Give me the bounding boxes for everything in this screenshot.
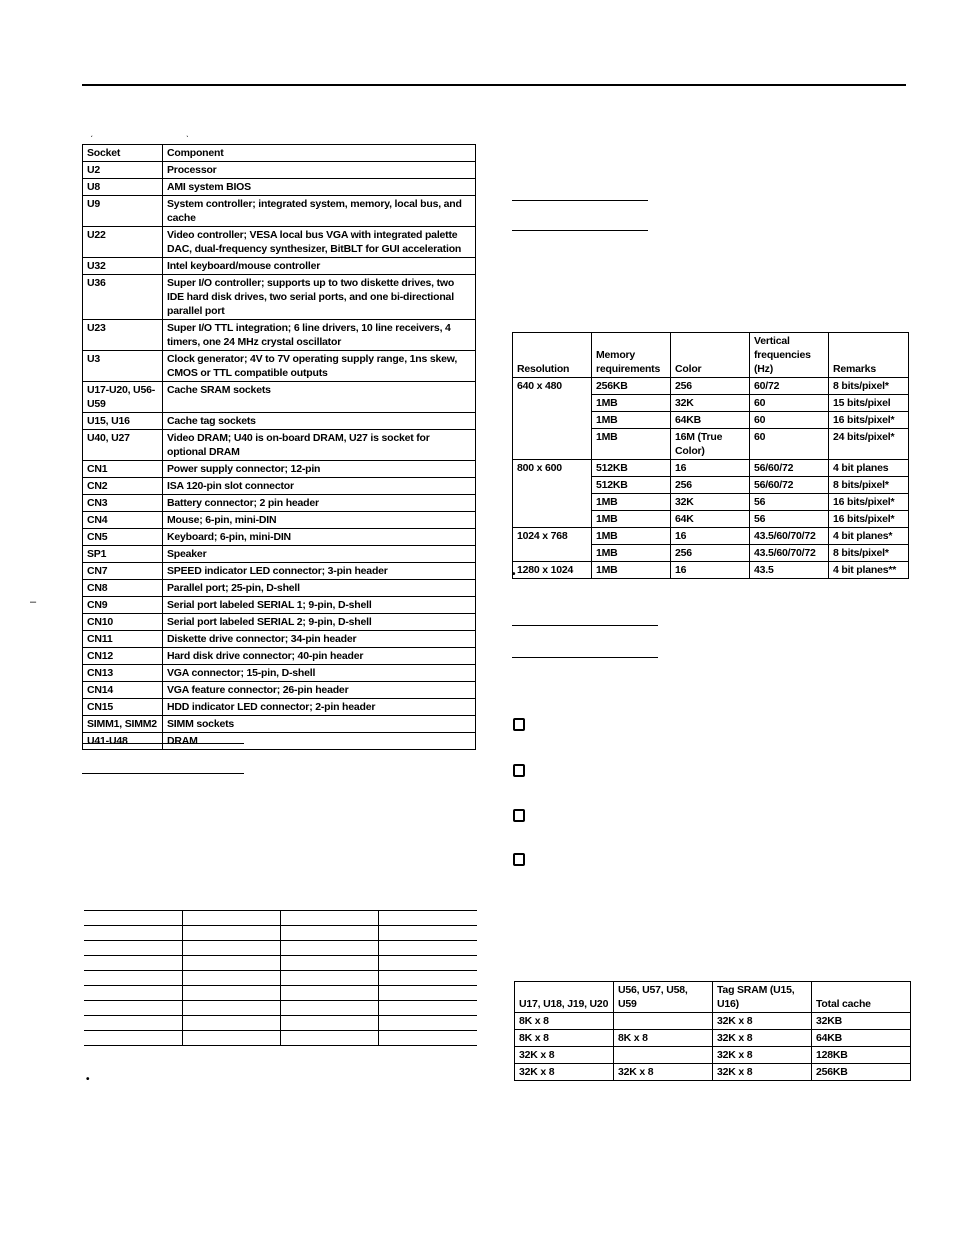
heading-rule [512, 230, 648, 231]
socket-cell: CN10 [83, 614, 163, 631]
remarks-cell: 16 bits/pixel* [829, 511, 909, 528]
cache-cell: 32KB [812, 1013, 911, 1030]
remarks-cell: 4 bit planes [829, 460, 909, 477]
table-row [84, 911, 477, 926]
component-cell: Speaker [163, 546, 476, 563]
remarks-cell: 24 bits/pixel* [829, 429, 909, 460]
table-row [83, 614, 476, 631]
frequency-cell: 60 [750, 412, 829, 429]
component-cell: Video DRAM; U40 is on-board DRAM, U27 is socket for optional DRAM [163, 430, 476, 461]
blank-cell [281, 926, 379, 941]
cache-cell: 8K x 8 [515, 1013, 614, 1030]
color-cell: 256 [671, 477, 750, 494]
table-row [83, 382, 476, 413]
cache-cell [614, 1013, 713, 1030]
heading-rule [82, 773, 244, 774]
memory-cell: 1MB [592, 494, 671, 511]
blank-cell [182, 1001, 280, 1016]
component-cell: Super I/O TTL integration; 6 line drivers, 10 line receivers, 4 timers, one 24 MHz crystal oscillator [163, 320, 476, 351]
component-cell: Keyboard; 6-pin, mini-DIN [163, 529, 476, 546]
component-cell: Power supply connector; 12-pin [163, 461, 476, 478]
frequency-cell: 43.5/60/70/72 [750, 528, 829, 545]
checkbox-icon [513, 718, 525, 731]
blank-cell [379, 986, 477, 1001]
blank-cell [182, 911, 280, 926]
cache-cell: 32K x 8 [614, 1064, 713, 1081]
header-total-cache: Total cache [812, 982, 911, 1013]
header-component: Component [163, 145, 476, 162]
color-cell: 16M (True Color) [671, 429, 750, 460]
color-cell: 32K [671, 494, 750, 511]
component-cell: System controller; integrated system, memory, local bus, and cache [163, 196, 476, 227]
header-tag-sram: Tag SRAM (U15, U16) [713, 982, 812, 1013]
table-row [84, 1016, 477, 1031]
cache-cell: 256KB [812, 1064, 911, 1081]
table-header-row [83, 145, 476, 162]
memory-cell: 1MB [592, 528, 671, 545]
heading-rule [82, 743, 244, 744]
blank-cell [281, 1001, 379, 1016]
table-row [83, 258, 476, 275]
resolution-cell: 1280 x 1024 [513, 562, 592, 579]
header-frequencies: Vertical frequencies (Hz) [750, 333, 829, 378]
socket-cell: CN11 [83, 631, 163, 648]
table-row [83, 529, 476, 546]
blank-cell [84, 1001, 182, 1016]
memory-cell: 1MB [592, 395, 671, 412]
table-row [84, 926, 477, 941]
remarks-cell: 8 bits/pixel* [829, 378, 909, 395]
table-row [83, 413, 476, 430]
component-cell: ISA 120-pin slot connector [163, 478, 476, 495]
component-cell: Super I/O controller; supports up to two diskette drives, two IDE hard disk drives, two serial ports, and one bi-directional parallel port [163, 275, 476, 320]
table-row [84, 986, 477, 1001]
footnote-mark: • [512, 569, 516, 580]
socket-cell: U9 [83, 196, 163, 227]
cache-cell: 32K x 8 [713, 1013, 812, 1030]
component-cell: Serial port labeled SERIAL 2; 9-pin, D-shell [163, 614, 476, 631]
remarks-cell: 4 bit planes** [829, 562, 909, 579]
socket-cell: CN14 [83, 682, 163, 699]
table-row [515, 1030, 911, 1047]
table-row [83, 179, 476, 196]
component-cell: Intel keyboard/mouse controller [163, 258, 476, 275]
frequency-cell: 60/72 [750, 378, 829, 395]
table-row [84, 941, 477, 956]
table-header-row [513, 333, 909, 378]
component-cell: Parallel port; 25-pin, D-shell [163, 580, 476, 597]
table-row [83, 733, 476, 750]
frequency-cell: 56/60/72 [750, 477, 829, 494]
cache-cell: 32K x 8 [515, 1064, 614, 1081]
blank-cell [84, 1016, 182, 1031]
component-cell: SIMM sockets [163, 716, 476, 733]
socket-cell: CN1 [83, 461, 163, 478]
socket-cell: CN2 [83, 478, 163, 495]
component-cell: Hard disk drive connector; 40-pin header [163, 648, 476, 665]
blank-cell [84, 911, 182, 926]
table-row [513, 460, 909, 477]
frequency-cell: 56/60/72 [750, 460, 829, 477]
cache-cell: 8K x 8 [515, 1030, 614, 1047]
memory-cell: 1MB [592, 562, 671, 579]
blank-cell [84, 956, 182, 971]
frequency-cell: 60 [750, 429, 829, 460]
table-row [83, 648, 476, 665]
table-row [83, 430, 476, 461]
table-row [84, 971, 477, 986]
frequency-cell: 56 [750, 511, 829, 528]
table-row [84, 956, 477, 971]
component-cell: Diskette drive connector; 34-pin header [163, 631, 476, 648]
blank-cell [281, 971, 379, 986]
cache-cell: 64KB [812, 1030, 911, 1047]
blank-cell [182, 956, 280, 971]
table-row [84, 1001, 477, 1016]
socket-cell: CN9 [83, 597, 163, 614]
frequency-cell: 60 [750, 395, 829, 412]
table-row [515, 1064, 911, 1081]
component-cell: Serial port labeled SERIAL 1; 9-pin, D-shell [163, 597, 476, 614]
table-row [83, 580, 476, 597]
heading-rule [512, 200, 648, 201]
table-row [83, 162, 476, 179]
socket-cell: U17-U20, U56-U59 [83, 382, 163, 413]
memory-cell: 1MB [592, 412, 671, 429]
socket-cell: CN4 [83, 512, 163, 529]
header-color: Color [671, 333, 750, 378]
socket-cell: CN8 [83, 580, 163, 597]
socket-table [82, 144, 476, 750]
resolution-cell: 1024 x 768 [513, 528, 592, 562]
header-remarks: Remarks [829, 333, 909, 378]
frequency-cell: 56 [750, 494, 829, 511]
heading-rule [512, 657, 658, 658]
table-row [515, 1047, 911, 1064]
remarks-cell: 4 bit planes* [829, 528, 909, 545]
color-cell: 256 [671, 378, 750, 395]
socket-cell: U8 [83, 179, 163, 196]
resolution-cell: 800 x 600 [513, 460, 592, 528]
blank-table [84, 910, 477, 1046]
socket-cell: CN3 [83, 495, 163, 512]
header-memory: Memory requirements [592, 333, 671, 378]
table-row [83, 563, 476, 580]
blank-cell [379, 1016, 477, 1031]
table-row [83, 461, 476, 478]
blank-cell [281, 956, 379, 971]
page-header-rule [82, 84, 906, 86]
blank-cell [84, 986, 182, 1001]
table-row [83, 597, 476, 614]
socket-cell: SIMM1, SIMM2 [83, 716, 163, 733]
table-row [83, 275, 476, 320]
frequency-cell: 43.5 [750, 562, 829, 579]
checkbox-icon [513, 764, 525, 777]
color-cell: 32K [671, 395, 750, 412]
blank-cell [84, 941, 182, 956]
table-row [84, 1031, 477, 1046]
blank-cell [84, 926, 182, 941]
cache-table [514, 981, 911, 1081]
socket-cell: U15, U16 [83, 413, 163, 430]
socket-cell: U32 [83, 258, 163, 275]
socket-cell: CN13 [83, 665, 163, 682]
table-header-row [515, 982, 911, 1013]
cache-cell: 32K x 8 [713, 1047, 812, 1064]
remarks-cell: 16 bits/pixel* [829, 494, 909, 511]
header-socket: Socket [83, 145, 163, 162]
socket-cell: CN12 [83, 648, 163, 665]
table-row [83, 546, 476, 563]
table-row [83, 196, 476, 227]
component-cell: DRAM [163, 733, 476, 750]
component-cell: Battery connector; 2 pin header [163, 495, 476, 512]
cache-cell: 32K x 8 [713, 1064, 812, 1081]
table-row [83, 665, 476, 682]
blank-cell [281, 986, 379, 1001]
blank-cell [182, 971, 280, 986]
blank-cell [379, 926, 477, 941]
memory-cell: 512KB [592, 460, 671, 477]
socket-cell: SP1 [83, 546, 163, 563]
socket-cell: CN15 [83, 699, 163, 716]
memory-cell: 1MB [592, 545, 671, 562]
component-cell: AMI system BIOS [163, 179, 476, 196]
socket-cell: U23 [83, 320, 163, 351]
blank-cell [84, 1031, 182, 1046]
cache-cell: 128KB [812, 1047, 911, 1064]
blank-cell [379, 1001, 477, 1016]
blank-cell [379, 941, 477, 956]
table-row [83, 351, 476, 382]
component-cell: VGA connector; 15-pin, D-shell [163, 665, 476, 682]
cache-cell: 32K x 8 [515, 1047, 614, 1064]
color-cell: 256 [671, 545, 750, 562]
table-row [83, 495, 476, 512]
component-cell: HDD indicator LED connector; 2-pin header [163, 699, 476, 716]
blank-cell [182, 926, 280, 941]
blank-cell [182, 1031, 280, 1046]
socket-cell: U2 [83, 162, 163, 179]
table-row [513, 562, 909, 579]
component-cell: Cache tag sockets [163, 413, 476, 430]
blank-grid [84, 910, 477, 1046]
color-cell: 16 [671, 562, 750, 579]
component-cell: VGA feature connector; 26-pin header [163, 682, 476, 699]
blank-cell [379, 971, 477, 986]
color-cell: 16 [671, 528, 750, 545]
table-row [83, 682, 476, 699]
blank-cell [379, 911, 477, 926]
component-cell: Processor [163, 162, 476, 179]
blank-cell [281, 1016, 379, 1031]
scan-mark: ˏ [90, 127, 93, 137]
checkbox-icon [513, 853, 525, 866]
cache-cell: 8K x 8 [614, 1030, 713, 1047]
cache-cell [614, 1047, 713, 1064]
table-row [83, 512, 476, 529]
scan-mark: – [30, 596, 37, 608]
blank-cell [182, 941, 280, 956]
scan-mark: ˎ [186, 127, 189, 137]
remarks-cell: 16 bits/pixel* [829, 412, 909, 429]
table-row [83, 320, 476, 351]
blank-cell [182, 986, 280, 1001]
memory-cell: 512KB [592, 477, 671, 494]
color-cell: 64K [671, 511, 750, 528]
blank-cell [281, 911, 379, 926]
table-row [83, 478, 476, 495]
blank-cell [281, 941, 379, 956]
socket-component-table [82, 144, 476, 750]
video-modes-table [512, 332, 909, 579]
table-row [83, 716, 476, 733]
remarks-cell: 15 bits/pixel [829, 395, 909, 412]
checkbox-icon [513, 809, 525, 822]
color-cell: 16 [671, 460, 750, 477]
socket-cell: U41-U48 [83, 733, 163, 750]
memory-cell: 1MB [592, 511, 671, 528]
blank-cell [379, 1031, 477, 1046]
heading-rule [512, 625, 658, 626]
blank-cell [84, 971, 182, 986]
blank-cell [379, 956, 477, 971]
cache-cell: 32K x 8 [713, 1030, 812, 1047]
footnote-mark: • [86, 1074, 90, 1085]
component-cell: Clock generator; 4V to 7V operating supply range, 1ns skew, CMOS or TTL compatible outputs [163, 351, 476, 382]
blank-cell [281, 1031, 379, 1046]
table-row [513, 378, 909, 395]
socket-cell: U22 [83, 227, 163, 258]
header-sram-bank1: U17, U18, J19, U20 [515, 982, 614, 1013]
header-resolution: Resolution [513, 333, 592, 378]
socket-cell: CN7 [83, 563, 163, 580]
remarks-cell: 8 bits/pixel* [829, 545, 909, 562]
table-row [83, 631, 476, 648]
table-row [513, 528, 909, 545]
header-sram-bank2: U56, U57, U58, U59 [614, 982, 713, 1013]
socket-cell: U36 [83, 275, 163, 320]
socket-cell: U40, U27 [83, 430, 163, 461]
blank-cell [182, 1016, 280, 1031]
socket-cell: U3 [83, 351, 163, 382]
component-cell: Video controller; VESA local bus VGA with integrated palette DAC, dual-frequency synthesizer, BitBLT for GUI acceleration [163, 227, 476, 258]
memory-cell: 1MB [592, 429, 671, 460]
socket-cell: CN5 [83, 529, 163, 546]
table-row [83, 227, 476, 258]
cache-configuration-table [514, 981, 911, 1081]
frequency-cell: 43.5/60/70/72 [750, 545, 829, 562]
color-cell: 64KB [671, 412, 750, 429]
component-cell: SPEED indicator LED connector; 3-pin header [163, 563, 476, 580]
memory-cell: 256KB [592, 378, 671, 395]
resolution-cell: 640 x 480 [513, 378, 592, 460]
table-row [83, 699, 476, 716]
table-row [515, 1013, 911, 1030]
component-cell: Cache SRAM sockets [163, 382, 476, 413]
remarks-cell: 8 bits/pixel* [829, 477, 909, 494]
component-cell: Mouse; 6-pin, mini-DIN [163, 512, 476, 529]
video-table [512, 332, 909, 579]
